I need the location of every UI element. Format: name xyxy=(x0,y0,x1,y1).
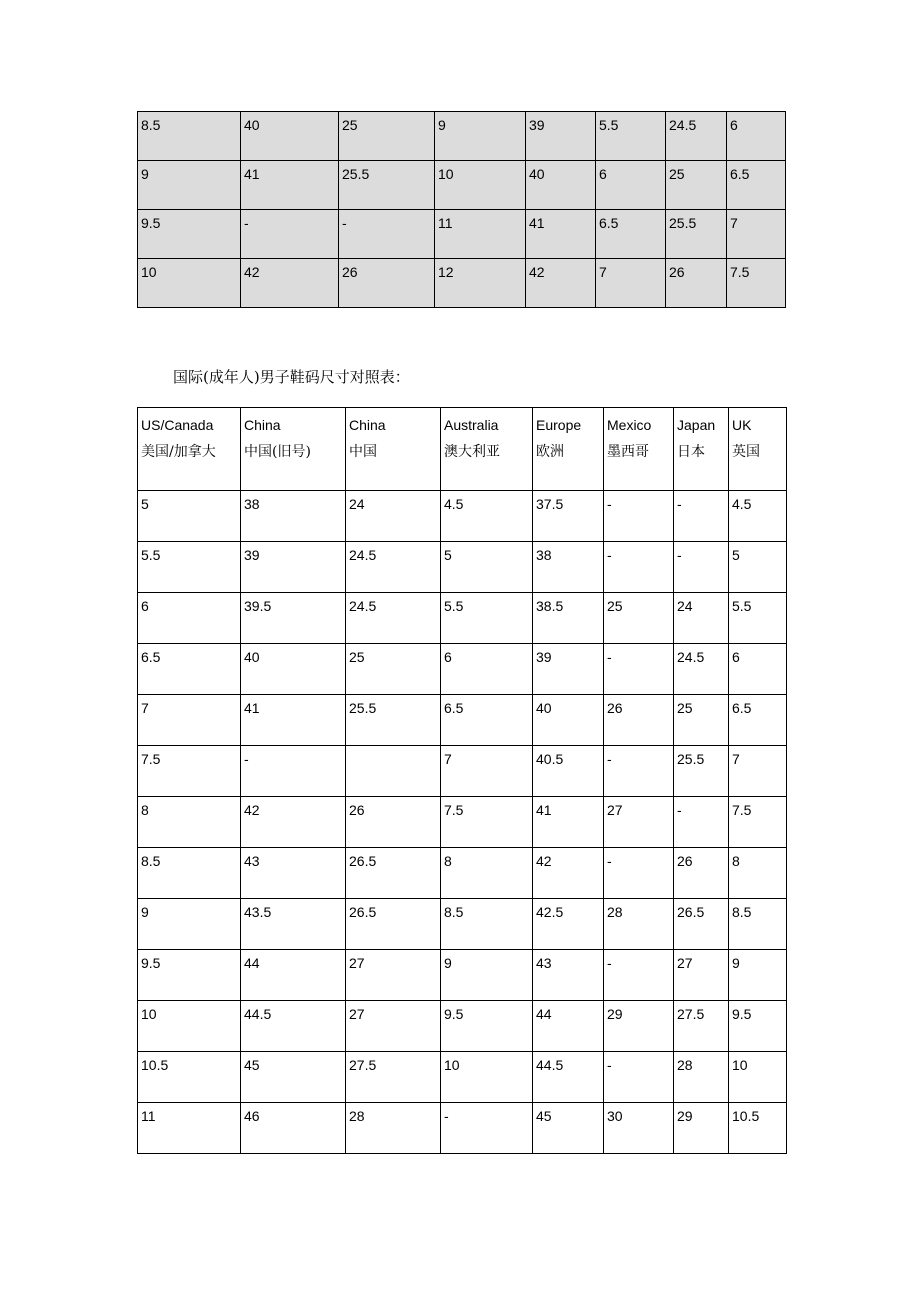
table-cell: 26 xyxy=(339,259,435,308)
table-header-row xyxy=(138,408,787,491)
table-cell: 12 xyxy=(435,259,526,308)
table-cell: 26.5 xyxy=(674,899,729,950)
table-cell: 9 xyxy=(138,899,241,950)
table-cell: 5.5 xyxy=(596,112,666,161)
table-cell: 10.5 xyxy=(729,1103,787,1154)
table-cell: 41 xyxy=(241,695,346,746)
table-cell: 9 xyxy=(441,950,533,1001)
table-cell: 9.5 xyxy=(441,1001,533,1052)
table-row xyxy=(138,695,787,746)
table-cell: 26 xyxy=(346,797,441,848)
column-header-cn: 墨西哥 xyxy=(607,444,649,460)
table-cell: 10 xyxy=(729,1052,787,1103)
table-cell: 28 xyxy=(674,1052,729,1103)
column-header xyxy=(241,408,346,491)
table-cell: 42 xyxy=(533,848,604,899)
table-cell: 29 xyxy=(604,1001,674,1052)
table-cell: 7 xyxy=(596,259,666,308)
table-cell: 8 xyxy=(441,848,533,899)
table-cell: 6 xyxy=(729,644,787,695)
table-cell: 38 xyxy=(241,491,346,542)
table-cell: 40 xyxy=(526,161,596,210)
table-cell: 26 xyxy=(666,259,727,308)
table-row xyxy=(138,1103,787,1154)
table-cell: 5 xyxy=(441,542,533,593)
table-cell: 40.5 xyxy=(533,746,604,797)
table-cell: 8.5 xyxy=(441,899,533,950)
table-cell: 44 xyxy=(241,950,346,1001)
table-cell: 43 xyxy=(241,848,346,899)
column-header-en: China xyxy=(349,417,386,433)
column-header-en: US/Canada xyxy=(141,417,214,433)
table-cell: 10 xyxy=(441,1052,533,1103)
table-cell: 27 xyxy=(604,797,674,848)
table-cell: 7 xyxy=(138,695,241,746)
table-cell: 45 xyxy=(241,1052,346,1103)
table-cell: 30 xyxy=(604,1103,674,1154)
column-header-cn: 中国(旧号) xyxy=(244,444,311,460)
table-cell: 27 xyxy=(674,950,729,1001)
table-cell: 7.5 xyxy=(727,259,786,308)
table-cell: 7.5 xyxy=(729,797,787,848)
column-header-cn: 欧洲 xyxy=(536,444,564,460)
table-cell: 38.5 xyxy=(533,593,604,644)
table-cell: 43 xyxy=(533,950,604,1001)
table-row xyxy=(138,542,787,593)
table-cell: 39.5 xyxy=(241,593,346,644)
table-cell: 44.5 xyxy=(241,1001,346,1052)
column-header-cn: 美国/加拿大 xyxy=(141,444,216,460)
table-cell: - xyxy=(674,542,729,593)
table-cell: 27 xyxy=(346,950,441,1001)
table-cell: 24.5 xyxy=(346,542,441,593)
table-cell: - xyxy=(604,746,674,797)
table-cell: 25 xyxy=(604,593,674,644)
table-cell: 6.5 xyxy=(729,695,787,746)
table-cell: 9.5 xyxy=(729,1001,787,1052)
table-cell: 7 xyxy=(441,746,533,797)
column-header xyxy=(604,408,674,491)
table-cell: - xyxy=(604,644,674,695)
table-cell: 7 xyxy=(727,210,786,259)
table-cell: 6.5 xyxy=(441,695,533,746)
table-cell: 10 xyxy=(435,161,526,210)
table-cell: - xyxy=(604,950,674,1001)
size-table-continued xyxy=(137,111,786,308)
table-cell: 27 xyxy=(346,1001,441,1052)
table-row xyxy=(138,210,786,259)
table-cell: 9 xyxy=(435,112,526,161)
table-cell: 41 xyxy=(526,210,596,259)
section-title: 国际(成年人)男子鞋码尺寸对照表： xyxy=(173,368,410,386)
column-header-en: Australia xyxy=(444,417,499,433)
table-cell: 10.5 xyxy=(138,1052,241,1103)
column-header-en: Mexico xyxy=(607,417,652,433)
table-cell: 28 xyxy=(604,899,674,950)
table-cell: 25.5 xyxy=(339,161,435,210)
table-cell: 27.5 xyxy=(346,1052,441,1103)
table-cell: 24 xyxy=(674,593,729,644)
table-cell: 24.5 xyxy=(346,593,441,644)
table-row xyxy=(138,1052,787,1103)
table-cell: - xyxy=(339,210,435,259)
table-row xyxy=(138,1001,787,1052)
table-cell: 6.5 xyxy=(727,161,786,210)
table-cell: 44 xyxy=(533,1001,604,1052)
table-cell: 4.5 xyxy=(441,491,533,542)
column-header-en: Europe xyxy=(536,417,582,433)
column-header-en: China xyxy=(244,417,281,433)
table-cell: - xyxy=(441,1103,533,1154)
table-cell: 5.5 xyxy=(729,593,787,644)
table-cell: 28 xyxy=(346,1103,441,1154)
table-cell: 42 xyxy=(526,259,596,308)
table-cell: 41 xyxy=(241,161,339,210)
table-cell: 39 xyxy=(533,644,604,695)
table-cell: 26 xyxy=(674,848,729,899)
table-cell: 45 xyxy=(533,1103,604,1154)
table-cell: 27.5 xyxy=(674,1001,729,1052)
column-header xyxy=(441,408,533,491)
table-cell: 11 xyxy=(435,210,526,259)
table-cell: 25 xyxy=(346,644,441,695)
table-cell: 26.5 xyxy=(346,899,441,950)
table-cell: 42 xyxy=(241,797,346,848)
column-header-cn: 澳大利亚 xyxy=(444,444,500,460)
table-cell: 5.5 xyxy=(138,542,241,593)
table-cell: - xyxy=(604,848,674,899)
table-cell: 8 xyxy=(729,848,787,899)
table-cell: 39 xyxy=(241,542,346,593)
table-row xyxy=(138,899,787,950)
table-cell: 9.5 xyxy=(138,950,241,1001)
column-header-cn: 中国 xyxy=(349,444,377,460)
table-cell: 46 xyxy=(241,1103,346,1154)
column-header xyxy=(729,408,787,491)
table-cell: 6 xyxy=(138,593,241,644)
table-cell: 25 xyxy=(674,695,729,746)
table-cell: - xyxy=(241,210,339,259)
table-cell: - xyxy=(604,542,674,593)
table-row xyxy=(138,593,787,644)
table-cell: 8.5 xyxy=(138,848,241,899)
table-row xyxy=(138,491,787,542)
table-cell: 6 xyxy=(441,644,533,695)
table-cell: 37.5 xyxy=(533,491,604,542)
table-row xyxy=(138,848,787,899)
column-header-en: Japan xyxy=(677,417,716,433)
table-cell: 40 xyxy=(241,644,346,695)
table-cell: 25.5 xyxy=(674,746,729,797)
table-cell: 42.5 xyxy=(533,899,604,950)
table-cell: 24.5 xyxy=(674,644,729,695)
column-header xyxy=(346,408,441,491)
table-cell: 26 xyxy=(604,695,674,746)
table-cell: 6.5 xyxy=(138,644,241,695)
table-cell xyxy=(346,746,441,797)
column-header-cn: 英国 xyxy=(732,444,760,460)
table-cell: 24 xyxy=(346,491,441,542)
table-row xyxy=(138,797,787,848)
table-row xyxy=(138,161,786,210)
table-cell: 25 xyxy=(666,161,727,210)
table-cell: 25.5 xyxy=(346,695,441,746)
table-cell: 26.5 xyxy=(346,848,441,899)
table-cell: - xyxy=(241,746,346,797)
table-cell: - xyxy=(604,491,674,542)
table-row xyxy=(138,950,787,1001)
table-cell: 41 xyxy=(533,797,604,848)
table-cell: 10 xyxy=(138,259,241,308)
table-cell: 6 xyxy=(596,161,666,210)
table-cell: 39 xyxy=(526,112,596,161)
table-cell: 5.5 xyxy=(441,593,533,644)
table-cell: 6 xyxy=(727,112,786,161)
table-cell: 9 xyxy=(729,950,787,1001)
table-cell: 8 xyxy=(138,797,241,848)
column-header xyxy=(674,408,729,491)
table-cell: - xyxy=(674,797,729,848)
table-cell: 24.5 xyxy=(666,112,727,161)
table-cell: 40 xyxy=(533,695,604,746)
table-cell: 5 xyxy=(138,491,241,542)
table-cell: 8.5 xyxy=(138,112,241,161)
table-row xyxy=(138,259,786,308)
table-cell: 5 xyxy=(729,542,787,593)
column-header-cn: 日本 xyxy=(677,444,705,460)
table-cell: 6.5 xyxy=(596,210,666,259)
mens-shoe-size-table xyxy=(137,407,787,1154)
table-cell: 7 xyxy=(729,746,787,797)
table-cell: 38 xyxy=(533,542,604,593)
table-cell: 4.5 xyxy=(729,491,787,542)
table-cell: 11 xyxy=(138,1103,241,1154)
table-row xyxy=(138,644,787,695)
table-cell: 25.5 xyxy=(666,210,727,259)
table-cell: - xyxy=(604,1052,674,1103)
table-cell: 42 xyxy=(241,259,339,308)
table-cell: 7.5 xyxy=(441,797,533,848)
table-cell: 9.5 xyxy=(138,210,241,259)
table-cell: 7.5 xyxy=(138,746,241,797)
table-cell: 29 xyxy=(674,1103,729,1154)
table-cell: 8.5 xyxy=(729,899,787,950)
table-row xyxy=(138,746,787,797)
table-cell: 44.5 xyxy=(533,1052,604,1103)
table-cell: 40 xyxy=(241,112,339,161)
table-cell: 25 xyxy=(339,112,435,161)
column-header-en: UK xyxy=(732,417,752,433)
column-header xyxy=(533,408,604,491)
table-cell: - xyxy=(674,491,729,542)
table-cell: 9 xyxy=(138,161,241,210)
table-row xyxy=(138,112,786,161)
table-cell: 43.5 xyxy=(241,899,346,950)
table-cell: 10 xyxy=(138,1001,241,1052)
column-header xyxy=(138,408,241,491)
